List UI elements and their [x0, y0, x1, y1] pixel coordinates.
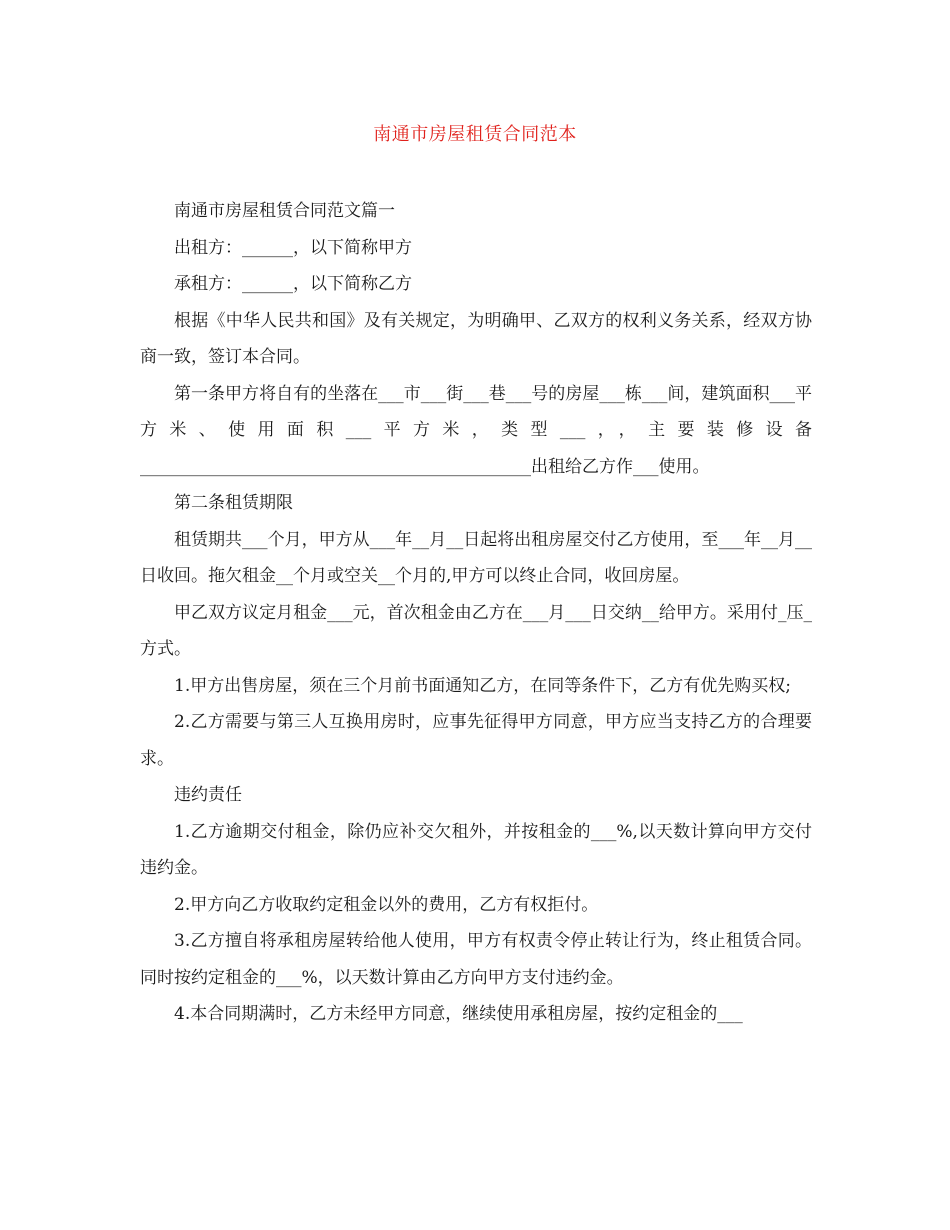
paragraph-breach-heading: 违约责任	[174, 785, 242, 805]
paragraph-breach-1: 1.乙方逾期交付租金，除仍应补交欠租外，并按租金的___%,以天数计算向甲方交付违约金。	[140, 821, 812, 878]
paragraph-rent: 甲乙双方议定月租金___元，首次租金由乙方在___月___日交纳__给甲方。采用付_压_方式。	[140, 602, 812, 659]
document-body	[140, 193, 812, 1033]
paragraph-breach-4: 4.本合同期满时，乙方未经甲方同意，继续使用承租房屋，按约定租金的___	[174, 1004, 743, 1024]
paragraph-lessor: 出租方：______，以下简称甲方	[174, 237, 412, 258]
paragraph-lease-term: 租赁期共___个月，甲方从___年__月__日起将出租房屋交付乙方使用，至___年__月__日收回。拖欠租金__个月或空关__个月的,甲方可以终止合同，收回房屋。	[140, 529, 812, 586]
paragraph-article-1: 第一条甲方将自有的坐落在___市___街___巷___号的房屋___栋___间，建筑面积___平方米、使用面积___平方米，类型___，，主要装修设备______________________________________________出租给乙方作___使用。	[140, 383, 812, 477]
paragraph-lessee: 承租方：______，以下简称乙方	[174, 274, 412, 294]
paragraph-breach-2: 2.甲方向乙方收取约定租金以外的费用，乙方有权拒付。	[174, 894, 599, 915]
paragraph-clause-1: 1.甲方出售房屋，须在三个月前书面通知乙方，在同等条件下，乙方有优先购买权;	[174, 675, 791, 696]
paragraph-breach-3: 3.乙方擅自将承租房屋转给他人使用，甲方有权责令停止转让行为，终止租赁合同。同时按约定租金的___%，以天数计算由乙方向甲方支付违约金。	[140, 931, 812, 988]
document-title: 南通市房屋租赁合同范本	[373, 124, 577, 145]
paragraph-article-2-heading: 第二条租赁期限	[174, 493, 293, 513]
paragraph-section-heading: 南通市房屋租赁合同范文篇一	[174, 201, 395, 221]
paragraph-clause-2: 2.乙方需要与第三人互换用房时，应事先征得甲方同意，甲方应当支持乙方的合理要求。	[140, 712, 812, 769]
paragraph-preamble: 根据《中华人民共和国》及有关规定，为明确甲、乙双方的权利义务关系，经双方协商一致，签订本合同。	[140, 310, 812, 367]
